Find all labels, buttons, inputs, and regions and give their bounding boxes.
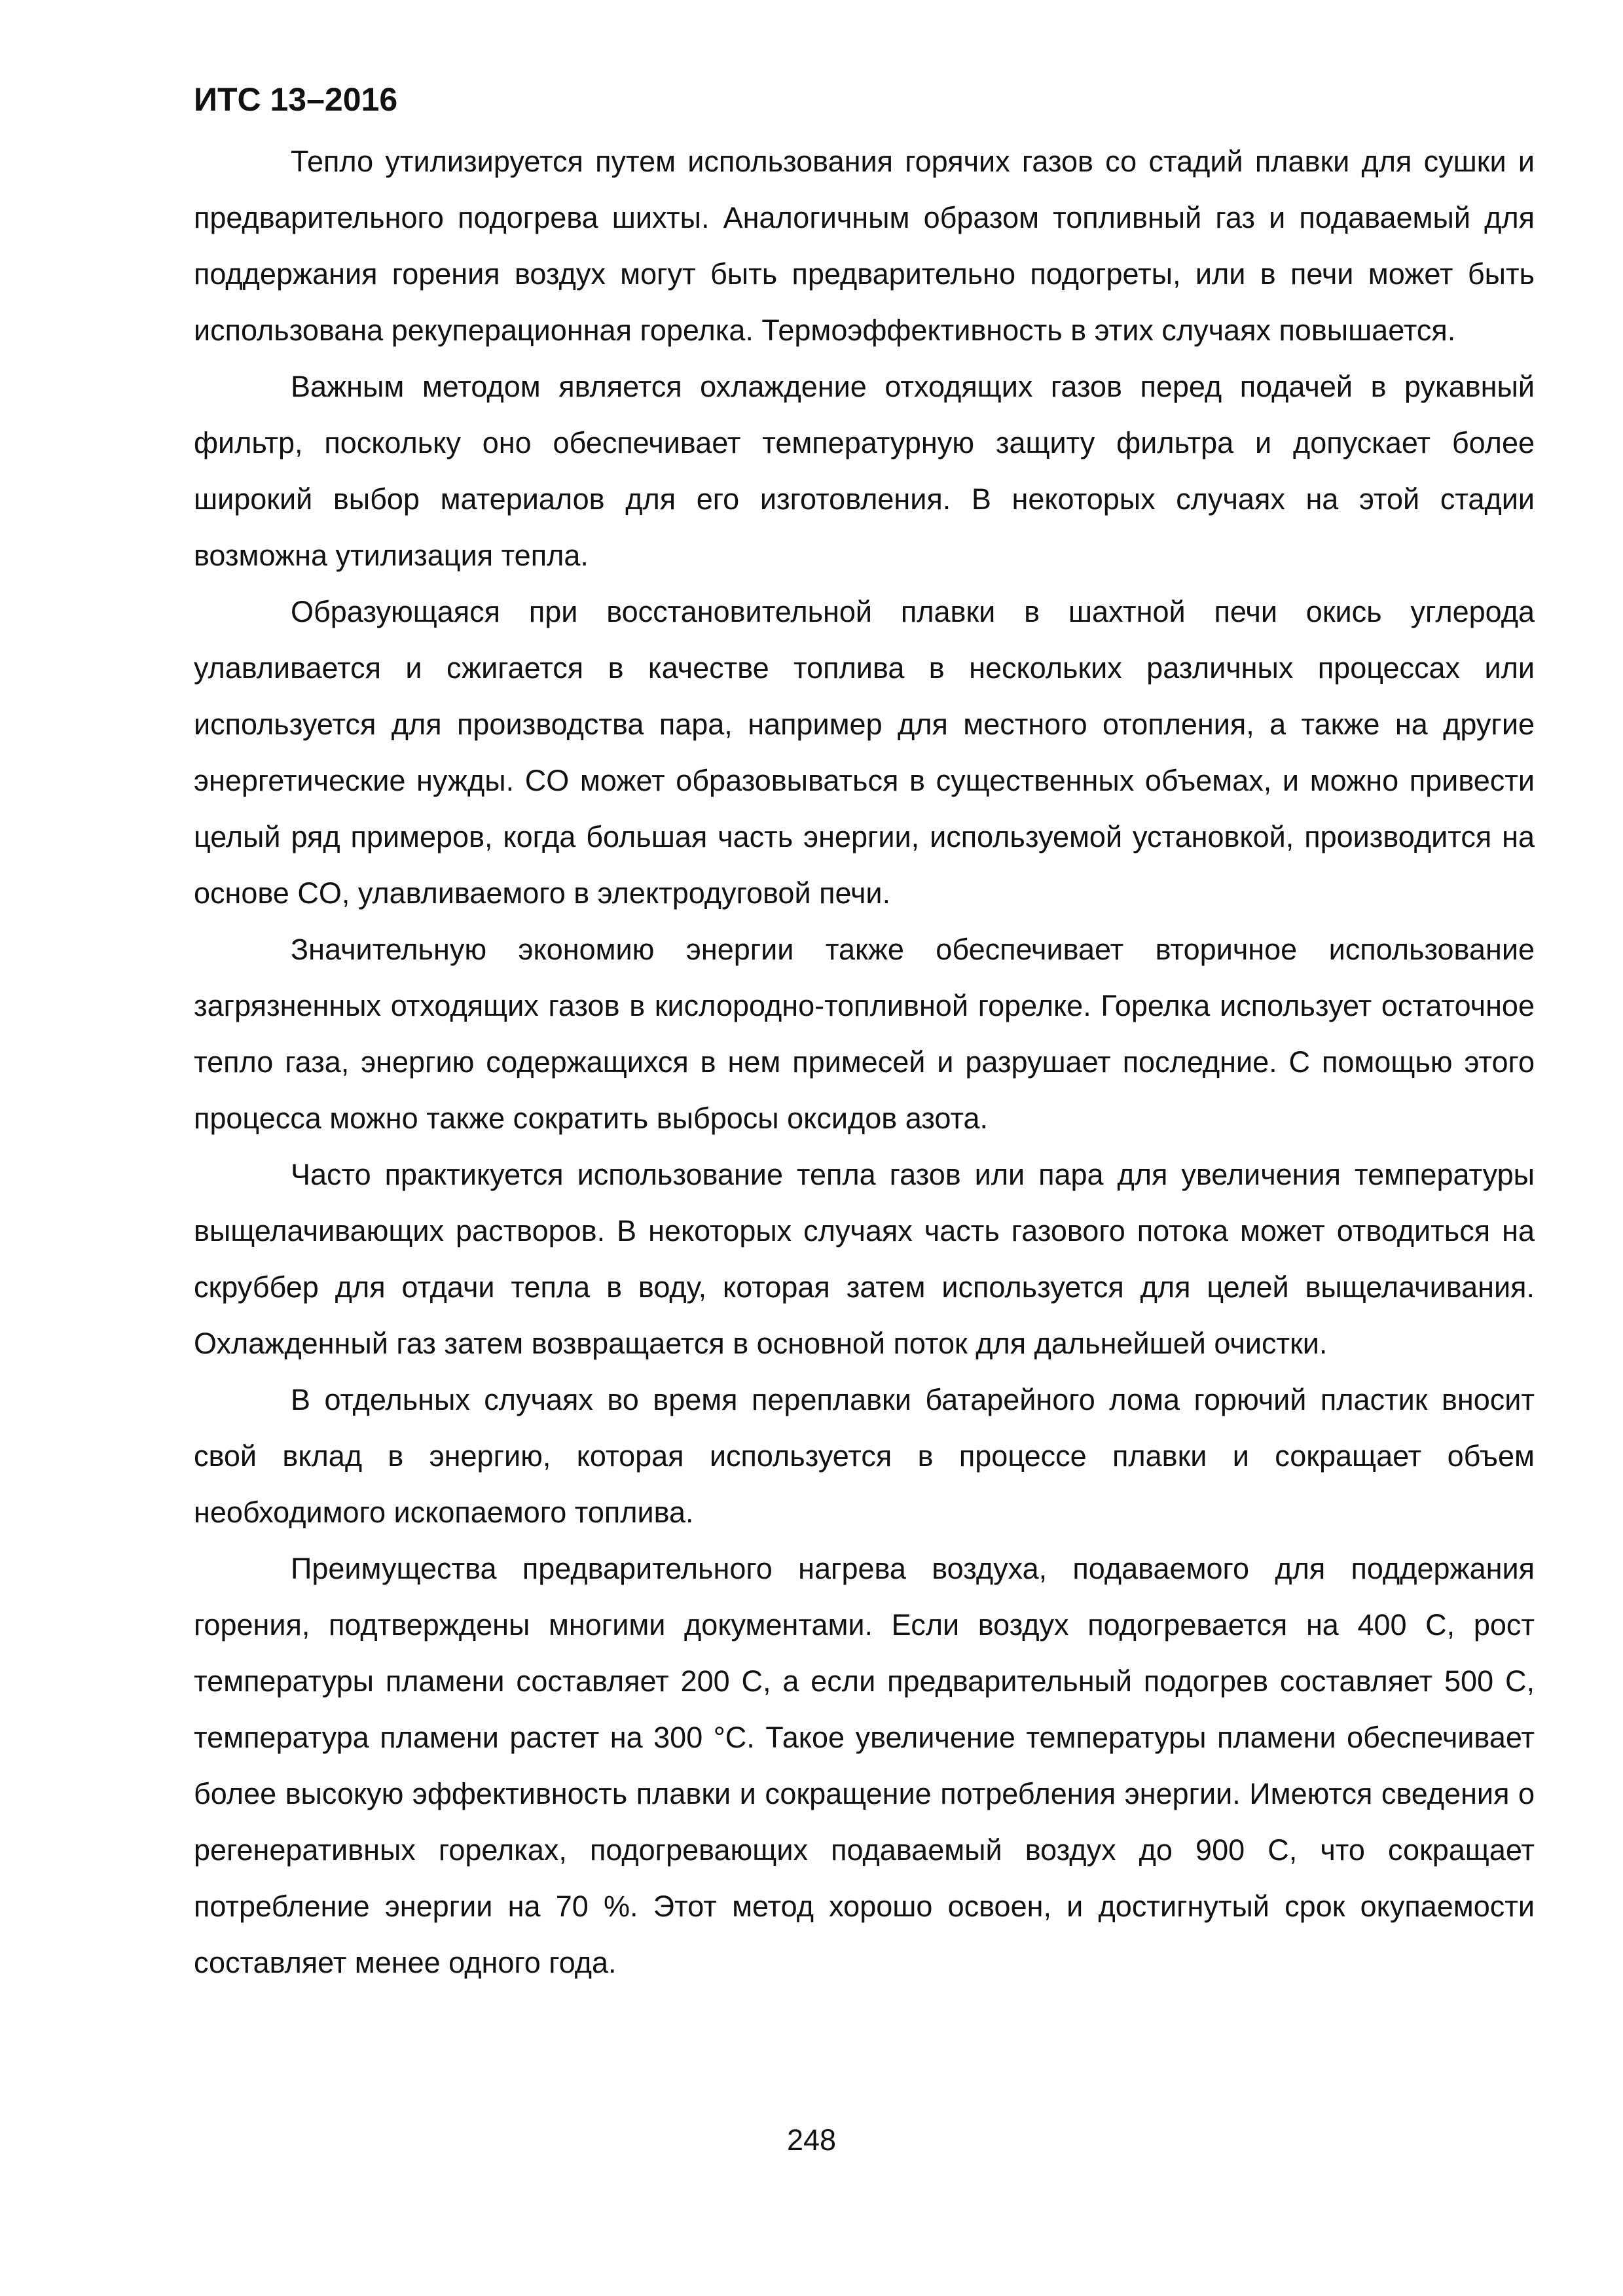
paragraph-carbon-monoxide: Образующаяся при восстановительной плавки в шахтной печи окись углерода улавливается и сжигается в качестве топлива в нескольких различных процессах или используется для производства пара, например для местного отопления, а также на другие энергетические нужды. CO может образовываться в существенных объемах, и можно привести целый ряд примеров, когда большая часть энергии, используемой установкой, производится на основе CO, улавливаемого в электродуговой печи. [194,595,1535,910]
body-text [194,134,1535,1991]
paragraph-battery-scrap: В отдельных случаях во время переплавки батарейного лома горючий пластик вносит свой вклад в энергию, которая используется в процессе плавки и сокращает объем необходимого ископаемого топлива. [194,1383,1535,1529]
document-id-header: ИТС 13–2016 [194,81,398,118]
paragraph-air-preheat: Преимущества предварительного нагрева воздуха, подаваемого для поддержания горения, подтверждены многими документами. Если воздух подогревается на 400 С, рост температуры пламени составляет 200 С, а если предварительный подогрев составляет 500 С, температура пламени растет на 300 °С. Такое увеличение температуры пламени обеспечивает более высокую эффективность плавки и сокращение потребления энергии. Имеются сведения о регенеративных горелках, подогревающих подаваемый воздух до 900 С, что сокращает потребление энергии на 70 %. Этот метод хорошо освоен, и достигнутый срок окупаемости составляет менее одного года. [194,1552,1535,1979]
paragraph-oxy-fuel-burner: Значительную экономию энергии также обеспечивает вторичное использование загрязненных отходящих газов в кислородно-топливной горелке. Горелка использует остаточное тепло газа, энергию содержащихся в нем примесей и разрушает последние. С помощью этого процесса можно также сократить выбросы оксидов азота. [194,933,1535,1135]
paragraph-heat-recovery: Тепло утилизируется путем использования горячих газов со стадий плавки для сушки и предварительного подогрева шихты. Аналогичным образом топливный газ и подаваемый для поддержания горения воздух могут быть предварительно подогреты, или в печи может быть использована рекуперационная горелка. Термоэффективность в этих случаях повышается. [194,145,1535,347]
document-page [194,80,1535,1991]
paragraph-gas-cooling: Важным методом является охлаждение отходящих газов перед подачей в рукавный фильтр, поскольку оно обеспечивает температурную защиту фильтра и допускает более широкий выбор материалов для его изготовления. В некоторых случаях на этой стадии возможна утилизация тепла. [194,370,1535,572]
page-number: 248 [786,2123,837,2157]
paragraph-leaching-heat: Часто практикуется использование тепла газов или пара для увеличения температуры выщелачивающих растворов. В некоторых случаях часть газового потока может отводиться на скруббер для отдачи тепла в воду, которая затем используется для целей выщелачивания. Охлажденный газ затем возвращается в основной поток для дальнейшей очистки. [194,1158,1535,1360]
